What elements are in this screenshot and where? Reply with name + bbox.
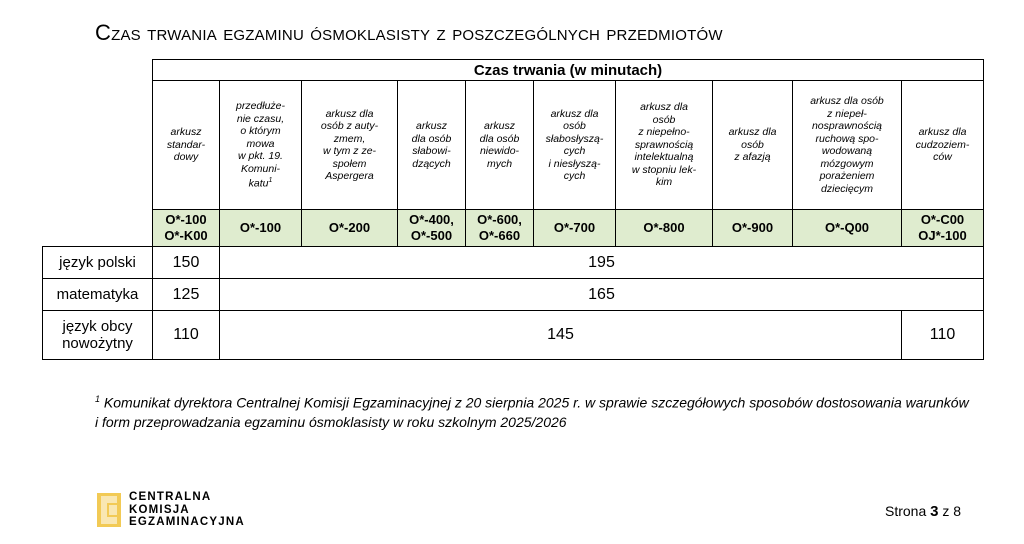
column-description-line: społem xyxy=(332,157,367,170)
exam-sheet-code-line: O*-800 xyxy=(643,220,685,235)
column-description-line: arkusz dla xyxy=(640,101,688,114)
exam-sheet-code-line: O*-Q00 xyxy=(824,220,870,235)
footnote-line: $^1$ Komunikat dyrektora Centralnej Komisji Egzaminacyjnej z 20 sierpnia 2025 r. w sprawie szczegółowych sposobów dostosowania warunków xyxy=(95,394,969,411)
exam-sheet-code xyxy=(466,210,534,247)
column-description-line: arkusz dla xyxy=(728,126,777,139)
column-description xyxy=(398,81,466,210)
adjusted-duration: 145 xyxy=(220,311,902,360)
column-description-line: dowy xyxy=(173,151,199,164)
cke-logo xyxy=(97,491,245,529)
footnote-reference: 1 xyxy=(268,177,273,184)
column-description-line: Aspergera xyxy=(325,170,374,182)
footnote xyxy=(95,390,985,432)
column-description-line: z niepeł- xyxy=(827,107,867,120)
column-description-line: słabowi- xyxy=(412,145,451,157)
column-description-line: dla osób xyxy=(411,132,452,145)
exam-sheet-code xyxy=(902,210,984,247)
row-label-line: język obcy xyxy=(62,318,133,335)
row-label: matematyka xyxy=(43,279,153,311)
column-description-line: arkusz xyxy=(484,120,515,132)
column-description xyxy=(534,81,616,210)
column-description-line: niewido- xyxy=(479,145,520,157)
column-description xyxy=(220,81,302,210)
exam-sheet-code xyxy=(534,210,616,247)
exam-sheet-code-line: O*-100 xyxy=(165,212,207,227)
column-description-line: przedłuże- xyxy=(235,100,286,112)
cke-logo-mark-icon xyxy=(97,493,121,527)
exam-sheet-code-line: O*-100 xyxy=(239,220,282,235)
corner-cell xyxy=(43,60,153,247)
column-description-line: dla osób xyxy=(479,132,520,145)
adjusted-duration: 195 xyxy=(220,247,984,279)
column-description-line: osób xyxy=(563,120,586,132)
column-description-line: cych xyxy=(563,170,586,182)
column-description-line: osób z auty- xyxy=(320,120,379,132)
exam-sheet-code-line: O*-500 xyxy=(410,228,453,243)
exam-sheet-code-line: O*-K00 xyxy=(164,228,208,243)
column-description-line: katu$^1$ xyxy=(248,177,273,190)
exam-sheet-code-line: OJ*-100 xyxy=(918,228,967,243)
exam-sheet-code-line: O*-200 xyxy=(328,220,371,235)
exam-sheet-code-line: O*-700 xyxy=(553,220,596,235)
footnote-line: i form przeprowadzania egzaminu ósmoklasisty w roku szkolnym 2025/2026 xyxy=(95,413,567,430)
column-description-line: ców xyxy=(933,151,952,164)
row-label xyxy=(43,311,153,360)
column-description-line: i niesłyszą- xyxy=(548,157,601,170)
footnote-marker: 1 xyxy=(95,394,101,404)
column-description-line: nie czasu, xyxy=(236,112,285,125)
column-description-line: cudzoziem- xyxy=(915,138,970,151)
column-description-line: ruchową spo- xyxy=(815,132,879,145)
column-description-line: Komuni- xyxy=(240,162,281,175)
exam-sheet-code-line: O*-600, xyxy=(477,212,522,227)
column-description-line: w tym z ze- xyxy=(322,145,377,157)
row-label: język polski xyxy=(43,247,153,279)
column-description xyxy=(466,81,534,210)
column-description-line: standar- xyxy=(166,138,206,151)
standard-duration: 110 xyxy=(153,311,220,360)
column-description-line: arkusz dla xyxy=(550,107,599,120)
column-description-line: w stopniu lek- xyxy=(631,163,697,176)
exam-sheet-code-line: O*-C00 xyxy=(920,212,965,227)
column-description-line: zmem, xyxy=(333,132,366,145)
page-title: Czas trwania egzaminu ósmoklasisty z poszczególnych przedmiotów xyxy=(95,20,723,45)
column-description-line: cych xyxy=(563,145,586,157)
exam-duration-table xyxy=(42,59,984,360)
column-description-line: mowa xyxy=(246,137,275,150)
column-description-line: w pkt. 19. xyxy=(238,150,283,162)
exam-sheet-code-line: O*-900 xyxy=(731,220,774,235)
column-description-line: arkusz xyxy=(170,126,202,139)
column-description-line: arkusz dla xyxy=(325,107,374,120)
column-description xyxy=(902,81,984,210)
exam-sheet-code xyxy=(302,210,398,247)
column-description-line: osób xyxy=(652,113,676,126)
exam-sheet-code xyxy=(153,210,220,247)
column-description-line: słabosłyszą- xyxy=(545,132,604,145)
column-description-line: z afazją xyxy=(734,151,771,164)
adjusted-duration: 165 xyxy=(220,279,984,311)
column-description xyxy=(302,81,398,210)
column-description xyxy=(713,81,793,210)
cke-logo-text: CENTRALNA KOMISJA EGZAMINACYJNA xyxy=(129,491,245,528)
column-description-line: kim xyxy=(655,176,673,189)
exam-sheet-code xyxy=(220,210,302,247)
exam-sheet-code xyxy=(616,210,713,247)
exam-sheet-code xyxy=(793,210,902,247)
column-description-line: mych xyxy=(486,157,513,170)
column-description-line: nosprawnością xyxy=(811,120,883,132)
page-number: Strona 3 z 8 xyxy=(885,503,962,520)
exam-sheet-code-line: O*-660 xyxy=(478,228,521,243)
exam-sheet-code xyxy=(398,210,466,247)
standard-duration: 125 xyxy=(153,279,220,311)
table-header: Czas trwania (w minutach) xyxy=(153,60,984,81)
foreigner-duration: 110 xyxy=(902,311,984,360)
column-description xyxy=(616,81,713,210)
column-description-line: sprawnością xyxy=(634,138,694,151)
standard-duration: 150 xyxy=(153,247,220,279)
column-description-line: z niepełno- xyxy=(638,126,690,139)
row-label-line: nowożytny xyxy=(62,335,133,352)
column-description-line: dziecięcym xyxy=(821,182,873,195)
column-description-line: porażeniem xyxy=(819,170,875,182)
column-description-line: arkusz dla xyxy=(918,126,967,139)
column-description-line: arkusz dla osób xyxy=(810,95,884,107)
column-description-line: wodowaną xyxy=(821,145,873,157)
exam-sheet-code-line: O*-400, xyxy=(409,212,454,227)
column-description-line: arkusz xyxy=(416,120,447,132)
column-description xyxy=(153,81,220,210)
column-description-line: osób xyxy=(741,138,764,151)
exam-sheet-code xyxy=(713,210,793,247)
column-description xyxy=(793,81,902,210)
column-description-line: o którym xyxy=(240,125,281,137)
column-description-line: intelektualną xyxy=(634,151,694,164)
column-description-line: dzących xyxy=(412,157,451,170)
column-description-line: mózgowym xyxy=(820,157,874,170)
